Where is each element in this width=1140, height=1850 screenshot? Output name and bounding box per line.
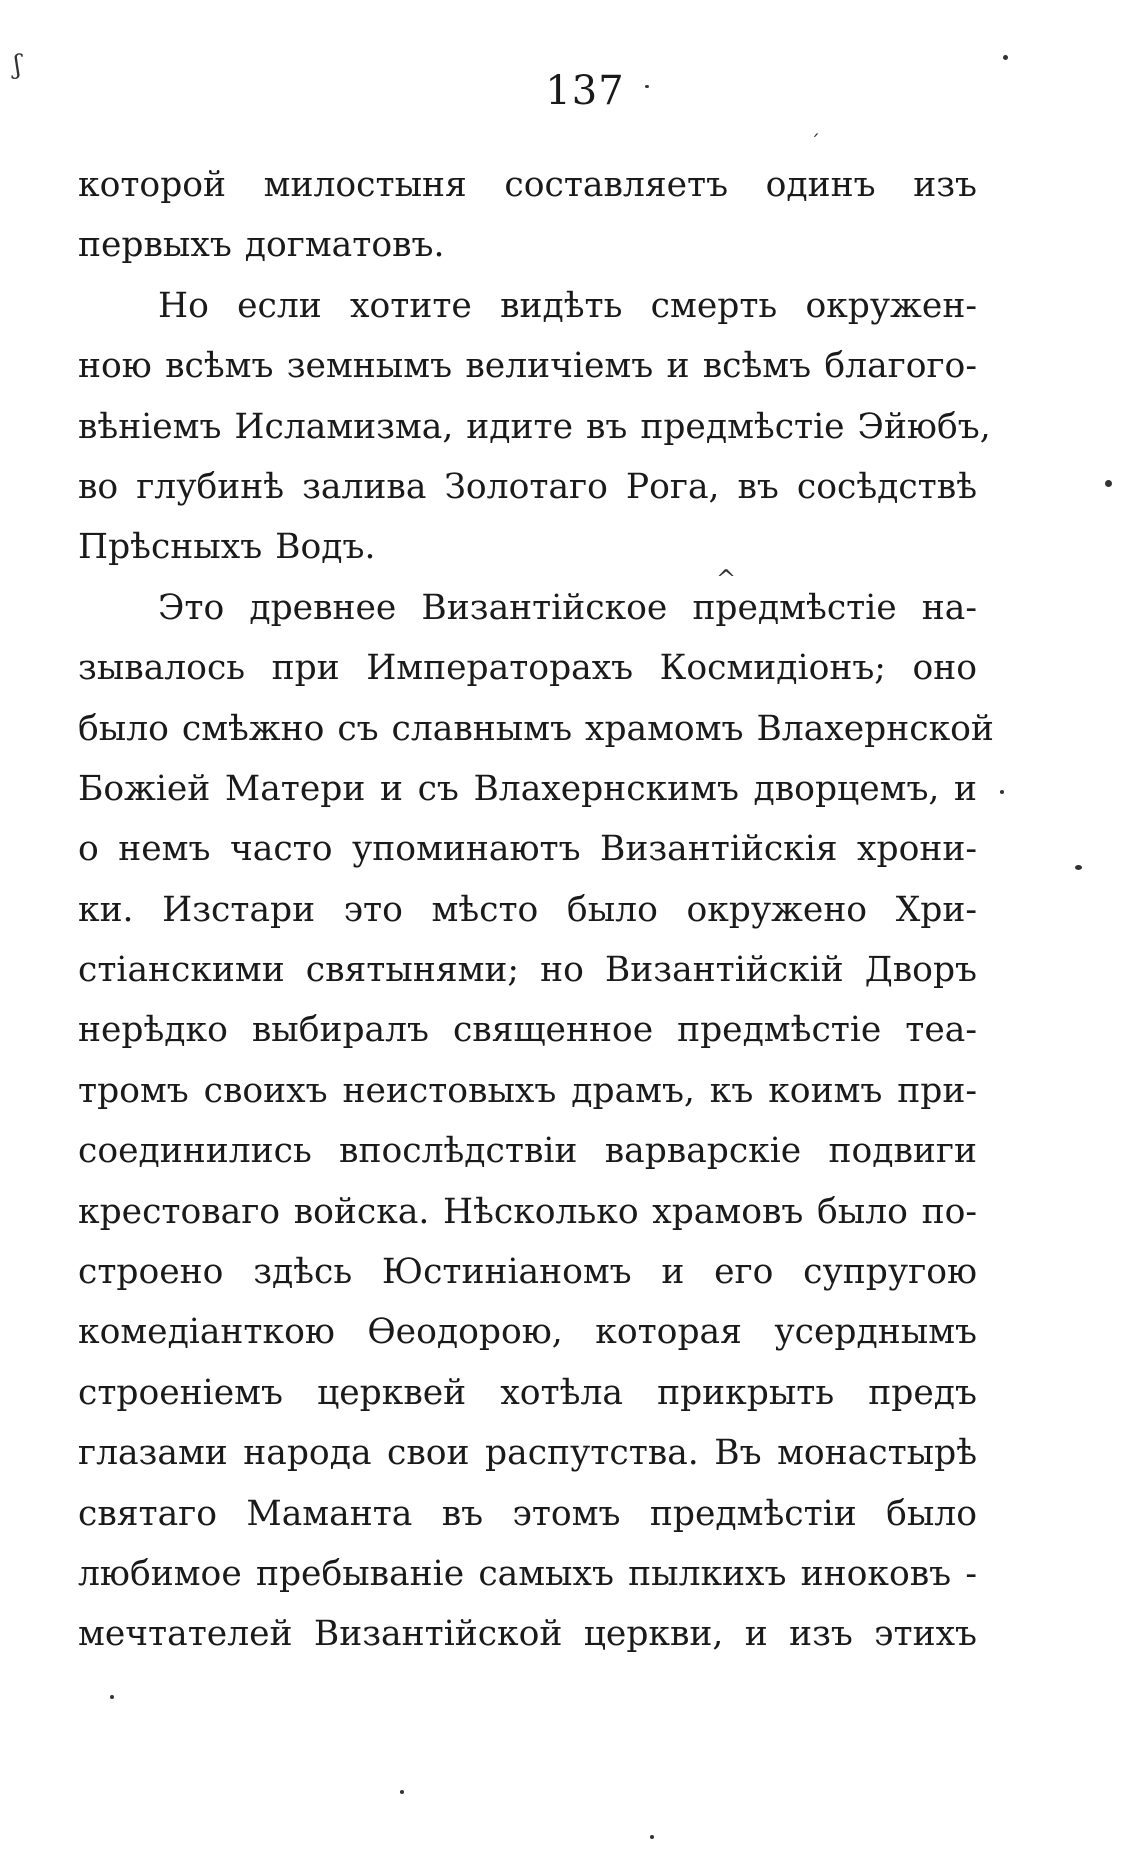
- scan-mark: ^: [716, 565, 737, 593]
- text-line: которой милостыня составляетъ одинъ изъ: [78, 165, 977, 205]
- text-line: Но если хотите видѣть смерть окружен-: [158, 285, 977, 326]
- text-line: во глубинѣ залива Золотаго Рога, въ сосѣдствѣ: [78, 466, 977, 507]
- text-line: строено здѣсь Юстиніаномъ и его супругою: [78, 1252, 977, 1293]
- text-line: святаго Маманта въ этомъ предмѣстіи было: [78, 1493, 977, 1534]
- text-line: крестоваго войска. Нѣсколько храмовъ было по-: [78, 1191, 977, 1232]
- text-line: Прѣсныхъ Водъ.: [78, 527, 376, 568]
- text-line: первыхъ догматовъ.: [78, 225, 445, 266]
- scan-mark: ˊ: [810, 130, 820, 154]
- text-line: стіанскими святынями; но Византійскій Дворъ: [78, 950, 977, 991]
- text-line: ки. Изстари это мѣсто было окружено Хри-: [78, 889, 977, 930]
- scan-speck: [650, 1835, 654, 1839]
- scan-speck: [1000, 790, 1004, 794]
- scan-speck: [1003, 55, 1008, 60]
- text-line: любимое пребываніе самыхъ пылкихъ иноковъ -: [78, 1553, 977, 1594]
- body-text: [78, 155, 994, 1665]
- text-line: нерѣдко выбиралъ священное предмѣстіе теа-: [78, 1010, 977, 1051]
- scan-speck: [110, 1695, 114, 1699]
- text-line: о немъ часто упоминаютъ Византійскія хрони-: [78, 829, 977, 870]
- text-line: тромъ своихъ неистовыхъ драмъ, къ коимъ при-: [78, 1070, 977, 1111]
- scan-speck: [400, 1790, 404, 1794]
- page-number: 137: [545, 68, 625, 114]
- text-line: глазами народа свои распутства. Въ монастырѣ: [78, 1433, 977, 1474]
- text-line: зывалось при Императорахъ Космидіонъ; оно: [78, 648, 977, 689]
- text-line: строеніемъ церквей хотѣла прикрыть предъ: [78, 1372, 977, 1413]
- text-line: Это древнее Византійское предмѣстіе на-: [158, 587, 977, 628]
- text-line: соединились впослѣдствіи варварскіе подвиги: [78, 1131, 977, 1172]
- text-line: комедіанткою Ѳеодорою, которая усерднымъ: [78, 1312, 977, 1353]
- text-line: мечтателей Византійской церкви, и изъ этихъ: [78, 1614, 977, 1655]
- scan-speck: [645, 85, 649, 88]
- text-line: ною всѣмъ земнымъ величіемъ и всѣмъ благого-: [78, 346, 977, 387]
- scan-mark: ʃ: [14, 50, 22, 80]
- scan-speck: [1105, 480, 1112, 487]
- scan-speck: [1075, 865, 1082, 870]
- text-line: вѣніемъ Исламизма, идите въ предмѣстіе Эйюбъ,: [78, 406, 991, 447]
- text-line: было смѣжно съ славнымъ храмомъ Влахернской: [78, 708, 994, 749]
- text-line: Божіей Матери и съ Влахернскимъ дворцемъ, и: [78, 768, 977, 809]
